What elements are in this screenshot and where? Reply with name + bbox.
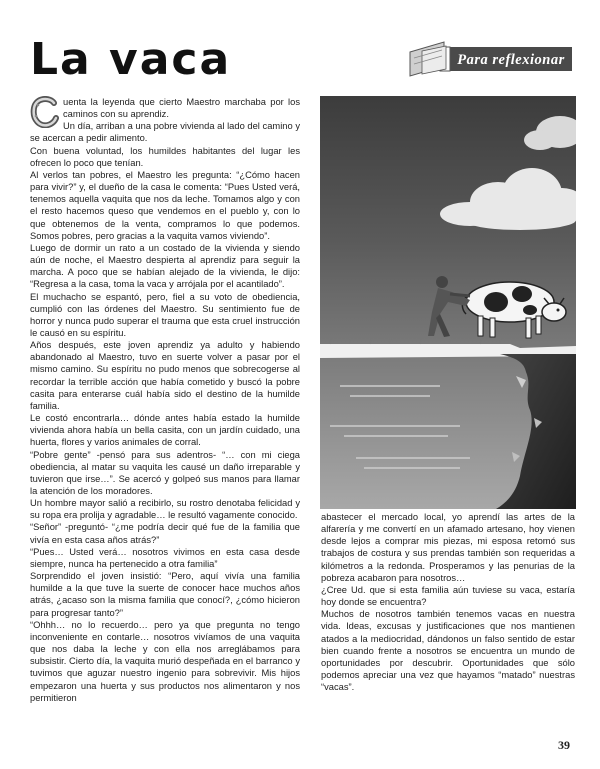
paragraph-13: Sorprendido el joven insistió: “Pero, aquí vivía una familia humilde a la que tuve la suerte de conocer hace muchos años atrás, ¿acaso son la misma familia que conocí?, ¿cómo hicieron para progresar tanto?” — [30, 571, 300, 618]
paragraph-1: uenta la leyenda que cierto Maestro marchaba por los caminos con su aprendiz. — [63, 97, 300, 120]
paragraph-14: “Ohhh… no lo recuerdo… pero ya que pregunta no tengo inconveniente en contarle… nosotros vivíamos de una vaquita que nos daba la leche y con ella nos arreglábamos para subsistir. Cierto día, la vaquita murió despeñada en el barranco y tuvimos que aguzar nuestro ingenio para sobrevivir. Mis hijos empezaron una huerta y sus productos nos alimentaron y nos permitieron — [30, 619, 300, 703]
paragraph-2: Un día, arriban a una pobre vivienda al lado del camino y se acercan a pedir alimento. — [30, 121, 300, 144]
drop-cap-c — [30, 96, 60, 128]
paragraph-7: Años después, este joven aprendiz ya adulto y habiendo abandonado al Maestro, tuvo en suerte volver a pasar por el mismo camino. Su espíritu no pudo menos que sobrecogerse al recordar la terrible acción que había cometido y buscó la pobre casita para enterarse cuál había sido el destino de la humilde familia. — [30, 340, 300, 411]
paragraph-17: Muchos de nosotros también tenemos vacas en nuestra vida. Ideas, excusas y justificaciones que nos mantienen atados a la mediocridad, dándonos un falso sentido de estar bien cuando frente a nosotros se encuentra un mundo de oportunidades por descubrir. Oportunidades que sólo podemos apreciar una vez que hayamos “matado” nuestras “vacas”. — [321, 609, 575, 693]
paragraph-8: Le costó encontrarla… dónde antes había estado la humilde vivienda ahora había un bella casita, con un jardín cuidado, una huerta, flores y varios animales de corral. — [30, 413, 300, 448]
paragraph-4: Al verlos tan pobres, el Maestro les pregunta: “¿Cómo hacen para vivir?” y, el dueño de la casa le comenta: “Pues Usted verá, tenemos aquella vaquita que nos da leche. Tomamos algo y con el resto hacemos queso que vendemos en el pueblo y, con lo que obtenemos de la venta, compramos lo que podemos. Somos pobres, pero gracias a la vaquita vamos viviendo”. — [30, 169, 300, 241]
paragraph-3: Con buena voluntad, los humildes habitantes del lugar les ofrecen lo poco que tenían. — [30, 145, 300, 168]
page-number: 39 — [558, 738, 570, 752]
paragraph-9: “Pobre gente” -pensó para sus adentros- “… con mi ciega obediencia, al matar su vaquita les causé un daño irreparable y tuvieron que irse…”. Se acercó y golpeó sus manos para llamar la atención de los moradores. — [30, 449, 300, 496]
paragraph-15: abastecer el mercado local, yo aprendí las artes de la alfarería y me convertí en un afamado artesano, hoy vienen desde lejos a comprar mis piezas, mi esposa retomó sus trabajos de costura y sus prendas también son requeridas a kilómetros a la redonda. Prosperamos y las penurias de la pobreza acabaron para nosotros… — [321, 512, 575, 583]
paragraph-16: ¿Cree Ud. que si esta familia aún tuviese su vaca, estaría hoy donde se encuentra? — [321, 584, 575, 608]
page-title: La vaca — [30, 34, 232, 85]
story-right-column — [321, 511, 575, 693]
paragraph-11: “Señor” -preguntó- “¿me podría decir qué fue de la familia que vivía en esta casa años atrás?” — [30, 522, 300, 545]
cow-cliff-illustration — [320, 96, 576, 509]
story-left-column — [30, 96, 300, 704]
paragraph-6: El muchacho se espantó, pero, fiel a su voto de obediencia, cumplió con las órdenes del Maestro. Su sentimiento fue de horror y nunca pudo superar el trauma que esta cruel instrucción le causó en su espíritu. — [30, 291, 300, 338]
section-banner-label: Para reflexionar — [457, 52, 565, 68]
paragraph-12: “Pues… Usted verá… nosotros vivimos en esta casa desde siempre, nunca ha pertenecido a otra familia” — [30, 546, 300, 569]
paragraph-5: Luego de dormir un rato a un costado de la vivienda y siendo aún de noche, el Maestro despierta al aprendiz para seguir la marcha. A poco que se habían alejado de la vivienda, le dijo: “Regresa a la casa, toma la vaca y arrójala por el acantilado”. — [30, 242, 300, 290]
paragraph-10: Un hombre mayor salió a recibirlo, su rostro denotaba felicidad y su ropa era prolija y agradable… le resultó vagamente conocido. — [30, 498, 300, 521]
